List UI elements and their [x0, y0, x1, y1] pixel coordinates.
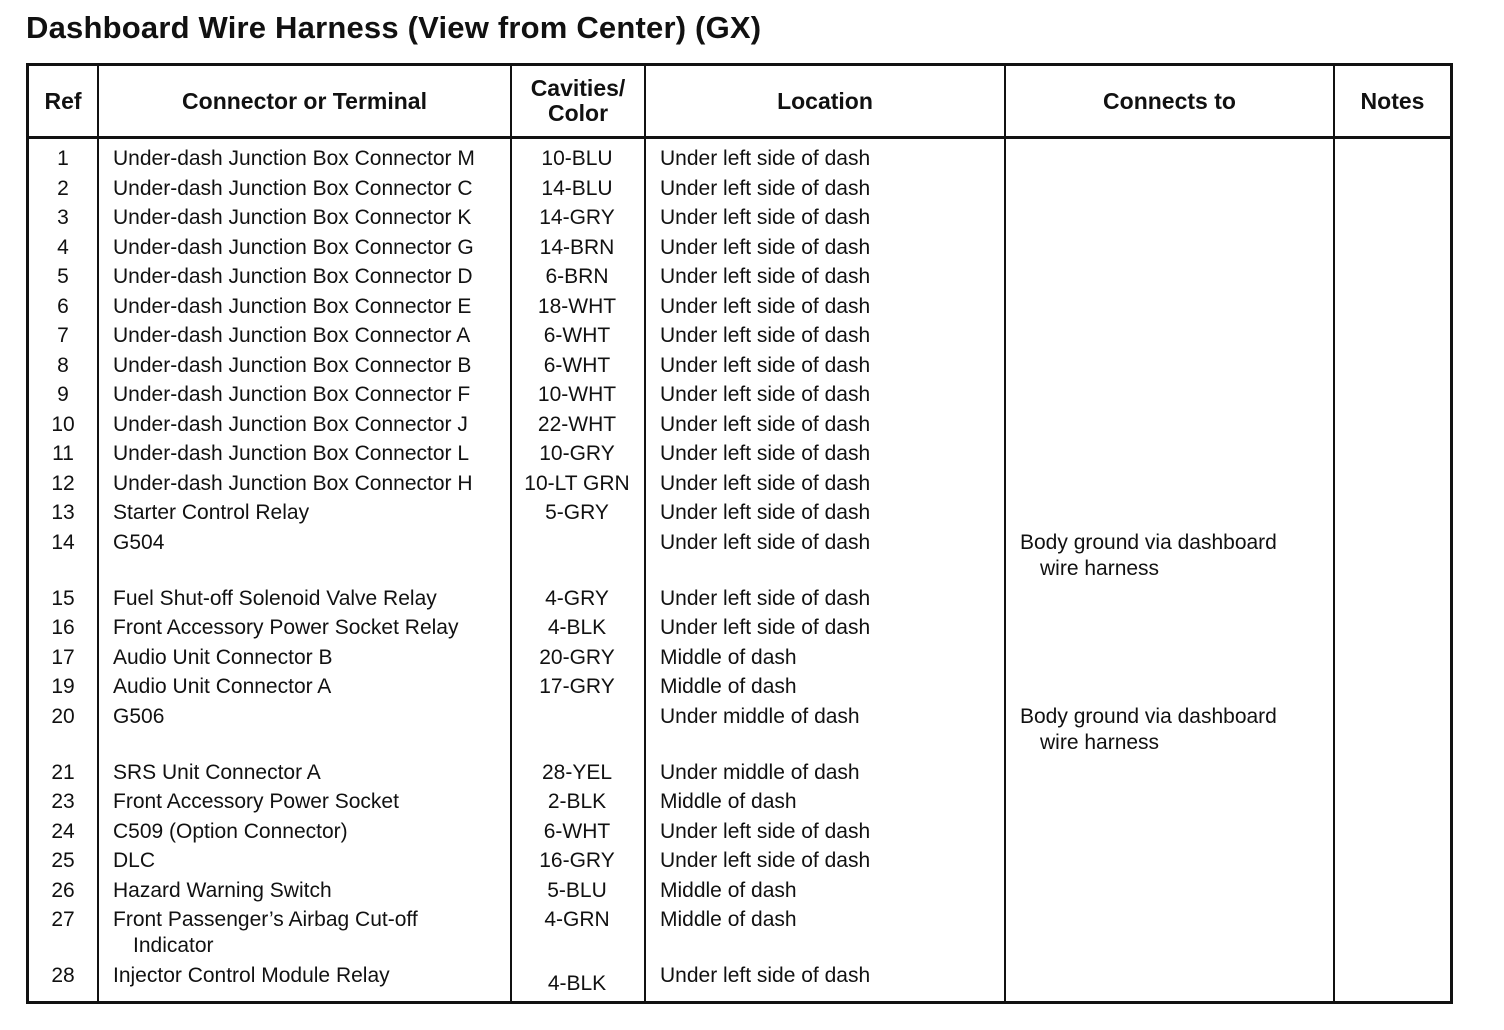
table-row	[29, 471, 1450, 501]
cavities-cell: 10-BLU	[541, 147, 613, 170]
location-cell: Under left side of dash	[660, 235, 871, 259]
ref-cell: 7	[57, 324, 69, 347]
table-row	[29, 848, 1450, 878]
cavities-cell: 4-GRN	[544, 908, 610, 931]
location-cell: Under left side of dash	[660, 471, 871, 495]
location-cell: Under left side of dash	[660, 206, 871, 229]
ref-cell: 11	[52, 442, 74, 465]
table-row	[29, 878, 1450, 908]
location-cell: Middle of dash	[660, 878, 797, 902]
connector-cell: Under-dash Junction Box Connector G	[113, 235, 474, 259]
table-row	[29, 819, 1450, 849]
connector-cell: Under-dash Junction Box Connector M	[113, 147, 475, 170]
cavities-cell: 5-BLU	[547, 878, 607, 902]
table-row	[29, 412, 1450, 442]
table-row	[29, 615, 1450, 645]
connector-cell: DLC	[113, 849, 156, 872]
connector-cell: Under-dash Junction Box Connector K	[113, 206, 472, 229]
cavities-cell: 6-WHT	[543, 324, 611, 347]
table-row	[29, 146, 1450, 176]
cavities-cell: 14-BRN	[539, 235, 615, 259]
location-cell: Under left side of dash	[660, 849, 871, 872]
header-divider	[29, 136, 1450, 139]
header-cavities	[512, 66, 644, 136]
table-row	[29, 441, 1450, 471]
cavities-cell: 6-BRN	[545, 265, 609, 288]
cavities-cell: 14-GRY	[539, 206, 615, 229]
wire-harness-table	[26, 63, 1453, 1004]
location-cell: Under left side of dash	[660, 147, 871, 170]
ref-cell: 3	[57, 206, 69, 229]
ref-cell: 26	[51, 878, 75, 902]
header-notes-label: Notes	[1360, 87, 1425, 114]
connector-cell: Under-dash Junction Box Connector A	[113, 324, 471, 347]
connector-cell: Hazard Warning Switch	[113, 878, 332, 902]
header-location-label: Location	[777, 87, 873, 114]
location-cell: Under left side of dash	[660, 616, 871, 639]
ref-cell: 9	[57, 383, 69, 406]
ref-cell: 27	[51, 908, 75, 931]
cavities-cell: 20-GRY	[539, 645, 615, 669]
ref-cell: 6	[57, 294, 69, 318]
connector-cell: C509 (Option Connector)	[113, 819, 348, 843]
ref-cell: 15	[51, 586, 75, 610]
connector-cell: Under-dash Junction Box Connector D	[113, 265, 473, 288]
cavities-cell: 4-GRY	[545, 586, 609, 610]
connector-text: Front Passenger’s Airbag Cut-off	[113, 908, 418, 931]
location-cell: Under left side of dash	[660, 442, 871, 465]
ref-cell: 13	[51, 501, 75, 524]
location-cell: Middle of dash	[660, 908, 797, 931]
table-row	[29, 176, 1450, 206]
connects-to-text-continued: wire harness	[1040, 730, 1160, 754]
connector-cell: Under-dash Junction Box Connector E	[113, 294, 472, 318]
header-connects-to-label: Connects to	[1103, 87, 1236, 114]
connector-cell: Audio Unit Connector B	[113, 645, 333, 669]
table-row	[29, 382, 1450, 412]
cavities-cell: 18-WHT	[537, 294, 617, 318]
location-cell: Under middle of dash	[660, 704, 860, 728]
header-ref-label: Ref	[44, 87, 82, 114]
cavities-cell: 14-BLU	[541, 176, 613, 200]
connector-cell: Under-dash Junction Box Connector J	[113, 412, 468, 436]
header-location	[646, 66, 1004, 136]
table-row	[29, 760, 1450, 790]
connects-to-cell	[1020, 704, 1340, 756]
document-title: Dashboard Wire Harness (View from Center) (GX)	[26, 10, 762, 45]
header-connector-label: Connector or Terminal	[182, 87, 427, 114]
header-color-label: Color	[547, 100, 609, 126]
table-row	[29, 963, 1450, 993]
ref-cell: 10	[51, 412, 75, 436]
header-ref	[29, 66, 97, 136]
connector-cell: Starter Control Relay	[113, 501, 310, 524]
location-cell: Under left side of dash	[660, 265, 871, 288]
table-body	[29, 146, 1450, 993]
table-row	[29, 353, 1450, 383]
connector-cell: Front Accessory Power Socket Relay	[113, 616, 459, 639]
table-row	[29, 205, 1450, 235]
location-cell: Under left side of dash	[660, 819, 871, 843]
connects-to-text: Body ground via dashboard	[1020, 704, 1277, 728]
ref-cell: 28	[51, 964, 75, 987]
table-row	[29, 704, 1450, 760]
ref-cell: 24	[51, 819, 75, 843]
table-row	[29, 235, 1450, 265]
cavities-cell: 6-WHT	[543, 819, 611, 843]
connector-cell: G504	[113, 530, 165, 554]
connector-cell: Under-dash Junction Box Connector L	[113, 442, 470, 465]
connects-to-text: Body ground via dashboard	[1020, 530, 1277, 554]
connector-text-continued: Indicator	[133, 934, 214, 957]
table-row	[29, 294, 1450, 324]
ref-cell: 5	[57, 265, 69, 288]
connects-to-cell	[1020, 530, 1340, 582]
table-row	[29, 789, 1450, 819]
header-connector	[99, 66, 510, 136]
location-cell: Under left side of dash	[660, 964, 871, 987]
cavities-cell: 10-LT GRN	[524, 471, 630, 495]
connector-cell: Under-dash Junction Box Connector H	[113, 471, 473, 495]
table-row	[29, 530, 1450, 586]
ref-cell: 19	[51, 675, 75, 698]
location-cell: Under left side of dash	[660, 412, 871, 436]
table-row	[29, 323, 1450, 353]
ref-cell: 16	[51, 616, 75, 639]
ref-cell: 1	[57, 147, 69, 170]
table-row	[29, 907, 1450, 963]
location-cell: Middle of dash	[660, 675, 797, 698]
connects-to-text-continued: wire harness	[1040, 556, 1160, 580]
connector-cell: Under-dash Junction Box Connector B	[113, 353, 472, 377]
connector-cell: Fuel Shut-off Solenoid Valve Relay	[113, 586, 437, 610]
connector-cell: Under-dash Junction Box Connector C	[113, 176, 473, 200]
cavities-cell: 17-GRY	[539, 675, 615, 698]
location-cell: Under left side of dash	[660, 176, 871, 200]
connector-cell: Injector Control Module Relay	[113, 964, 390, 987]
header-connects-to	[1006, 66, 1333, 136]
location-cell: Under left side of dash	[660, 353, 871, 377]
location-cell: Under left side of dash	[660, 294, 871, 318]
ref-cell: 21	[51, 760, 75, 784]
ref-cell: 2	[57, 176, 69, 200]
location-cell: Under left side of dash	[660, 383, 871, 406]
location-cell: Middle of dash	[660, 790, 797, 813]
cavities-cell: 10-GRY	[539, 442, 615, 465]
ref-cell: 14	[51, 530, 75, 554]
table-row	[29, 264, 1450, 294]
connector-cell: Under-dash Junction Box Connector F	[113, 383, 471, 406]
ref-cell: 4	[57, 235, 69, 259]
table-row	[29, 500, 1450, 530]
connector-cell	[113, 907, 513, 959]
table-row	[29, 645, 1450, 675]
ref-cell: 23	[51, 790, 75, 813]
location-cell: Under left side of dash	[660, 501, 871, 524]
ref-cell: 17	[51, 645, 75, 669]
connector-cell: Audio Unit Connector A	[113, 675, 332, 698]
location-cell: Middle of dash	[660, 645, 797, 669]
location-cell: Under left side of dash	[660, 586, 871, 610]
cavities-cell: 4-BLK	[547, 972, 607, 995]
location-cell: Under left side of dash	[660, 530, 871, 554]
cavities-cell: 10-WHT	[537, 383, 617, 406]
cavities-cell: 6-WHT	[543, 353, 611, 377]
cavities-cell: 4-BLK	[547, 616, 607, 639]
header-notes	[1335, 66, 1450, 136]
table-row	[29, 674, 1450, 704]
cavities-cell: 16-GRY	[539, 849, 615, 872]
cavities-cell: 28-YEL	[541, 760, 613, 784]
cavities-cell: 22-WHT	[537, 412, 617, 436]
connector-cell: G506	[113, 704, 165, 728]
connector-cell: Front Accessory Power Socket	[113, 790, 399, 813]
ref-cell: 25	[51, 849, 75, 872]
location-cell: Under middle of dash	[660, 760, 860, 784]
cavities-cell: 5-GRY	[545, 501, 609, 524]
header-cavities-label: Cavities/	[530, 75, 626, 101]
connector-cell: SRS Unit Connector A	[113, 760, 321, 784]
cavities-cell: 2-BLK	[547, 790, 607, 813]
ref-cell: 20	[51, 704, 75, 728]
location-cell: Under left side of dash	[660, 324, 871, 347]
ref-cell: 8	[57, 353, 69, 377]
ref-cell: 12	[51, 471, 75, 495]
table-row	[29, 586, 1450, 616]
